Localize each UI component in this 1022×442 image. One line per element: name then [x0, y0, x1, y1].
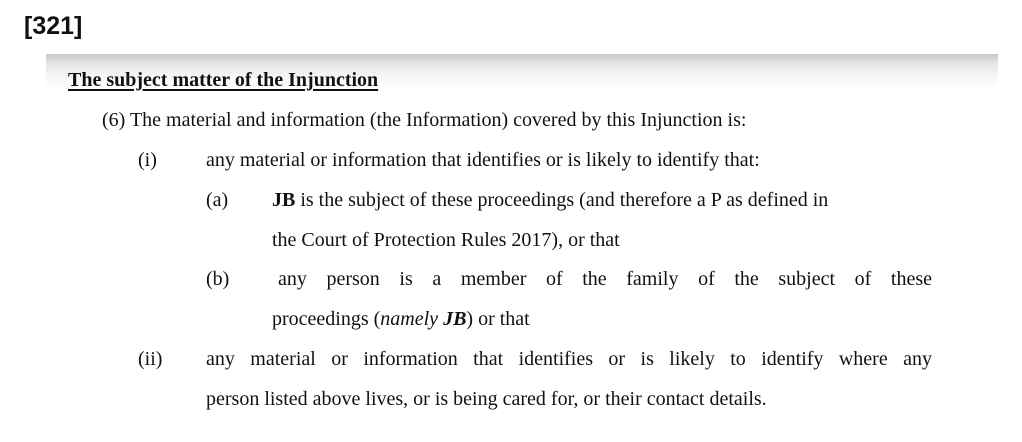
- item-i-marker: (i): [138, 149, 157, 171]
- injunction-excerpt: [46, 54, 998, 440]
- paragraph-number: [321]: [24, 12, 83, 40]
- section-heading: The subject matter of the Injunction: [68, 69, 379, 91]
- item-b-line2-pre: proceedings (: [272, 308, 381, 330]
- item-b-line2-italic: namely: [380, 308, 444, 330]
- item-b-line2-post: ) or that: [466, 308, 530, 330]
- item-b-line1: any person is a member of the family of the subject of these: [278, 268, 932, 290]
- item-a-line1: [272, 188, 828, 212]
- item-b-marker: (b): [206, 268, 230, 290]
- item-b-line2: [272, 307, 530, 331]
- item-b-line2-bold-italic: JB: [443, 308, 467, 330]
- intro-line: (6) The material and information (the Information) covered by this Injunction is:: [102, 109, 747, 131]
- item-a-marker: (a): [206, 189, 229, 211]
- item-a-bold-lead: JB: [272, 189, 296, 211]
- item-i-text: any material or information that identifies or is likely to identify that:: [206, 149, 760, 171]
- item-a-line1-rest: is the subject of these proceedings (and therefore a P as defined in: [295, 189, 829, 211]
- item-ii-line1: any material or information that identifies or is likely to identify where any: [206, 348, 932, 370]
- item-ii-line2: person listed above lives, or is being cared for, or their contact details.: [206, 388, 767, 410]
- item-ii-marker: (ii): [138, 348, 163, 370]
- item-a-line2: the Court of Protection Rules 2017), or that: [272, 229, 620, 251]
